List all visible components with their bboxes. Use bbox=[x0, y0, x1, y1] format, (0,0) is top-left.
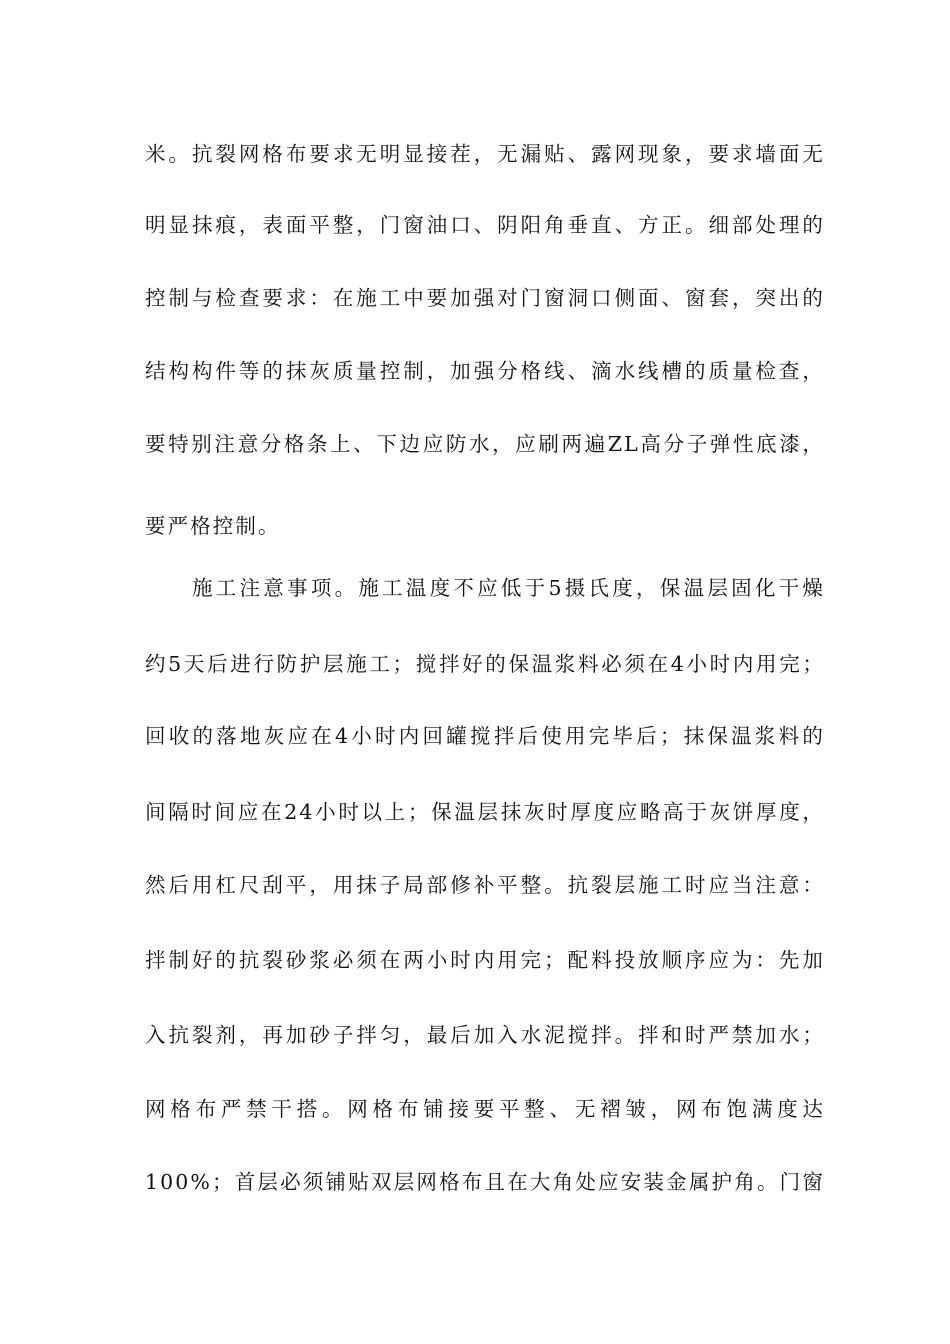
text-line: 要严格控制。 bbox=[145, 514, 281, 538]
text-line: 结构构件等的抹灰质量控制，加强分格线、滴水线槽的质量检查， bbox=[145, 359, 825, 383]
text-line: 然后用杠尺刮平，用抹子局部修补平整。抗裂层施工时应当注意： bbox=[145, 873, 825, 897]
text-line: 约5天后进行防护层施工；搅拌好的保温浆料必须在4小时内用完； bbox=[145, 652, 825, 676]
text-line: 控制与检查要求：在施工中要加强对门窗洞口侧面、窗套，突出的 bbox=[145, 286, 825, 310]
text-line: 回收的落地灰应在4小时内回罐搅拌后使用完毕后；抹保温浆料的 bbox=[145, 724, 825, 748]
text-line: 拌制好的抗裂砂浆必须在两小时内用完；配料投放顺序应为：先加 bbox=[145, 948, 825, 972]
text-line: 米。抗裂网格布要求无明显接茬，无漏贴、露网现象，要求墙面无 bbox=[145, 142, 825, 166]
text-line: 入抗裂剂，再加砂子拌匀，最后加入水泥搅拌。拌和时严禁加水； bbox=[145, 1023, 825, 1047]
text-line: 网格布严禁干搭。网格布铺接要平整、无褶皱，网布饱满度达 bbox=[145, 1097, 825, 1121]
paragraph-first-line: 施工注意事项。施工温度不应低于5摄氏度，保温层固化干燥 bbox=[192, 576, 825, 600]
text-line: 100%；首层必须铺贴双层网格布且在大角处应安装金属护角。门窗 bbox=[145, 1170, 825, 1194]
text-line: 间隔时间应在24小时以上；保温层抹灰时厚度应略高于灰饼厚度， bbox=[145, 800, 825, 824]
text-line: 要特别注意分格条上、下边应防水，应刷两遍ZL高分子弹性底漆， bbox=[145, 432, 825, 456]
text-line: 明显抹痕，表面平整，门窗油口、阴阳角垂直、方正。细部处理的 bbox=[145, 213, 825, 237]
